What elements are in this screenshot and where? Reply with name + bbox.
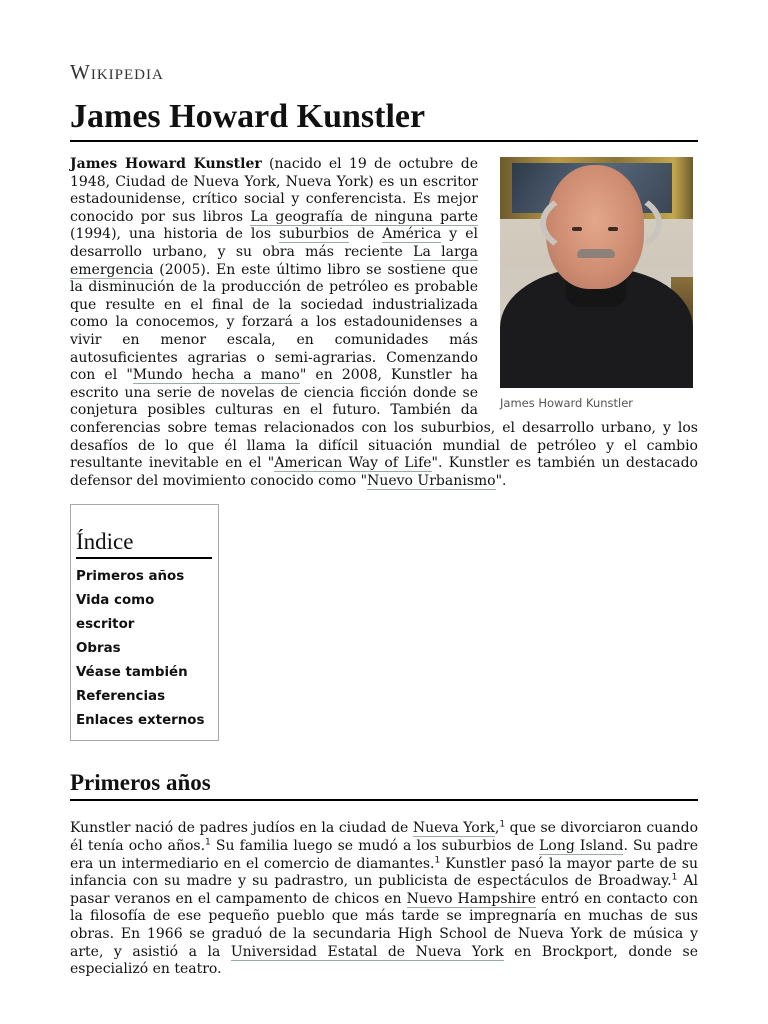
link-suburbios[interactable]: suburbios [279, 226, 349, 243]
intro-section [70, 156, 698, 490]
article [70, 60, 698, 979]
reference-marker[interactable]: 1 [434, 854, 441, 865]
toc-item-enlaces-externos[interactable]: Enlaces externos [76, 713, 205, 729]
link-universidad-estatal[interactable]: Universidad Estatal de Nueva York [230, 943, 504, 960]
toc-title: Índice [76, 529, 212, 559]
reference-marker[interactable]: 1 [499, 819, 506, 830]
link-america[interactable]: América [382, 226, 442, 243]
photo-caption: James Howard Kunstler [500, 396, 634, 410]
toc-item-vida-como-escritor[interactable]: Vida como escritor [76, 593, 155, 633]
link-la-larga-emergencia[interactable]: La larga emergencia [70, 243, 478, 278]
intro-paragraph: James Howard Kunstler (nacido el 19 de octubre de 1948, Ciudad de Nueva York, Nueva York) es un escritor estadounidense, crítico social y conferencista. Es mejor conocido por sus libros La geografía de ninguna parte (1994), una historia de los suburbios de América y el desarrollo urbano, y su obra más reciente La larga emergencia (2005). En este último libro se sostiene que la disminución de la producción de petróleo es probable que resulte en el final de la sociedad industrializada como la conocemos, y forzará a los estadounidenses a vivir en menor escala, en comunidades más autosuficientes agrarias o semi-agrarias. Comenzando con el "Mundo hecha a mano" en 2008, Kunstler ha escrito una serie de novelas de ciencia ficción donde se conjetura posibles culturas en el futuro. También da conferencias sobre temas relacionados con los suburbios, el desarrollo urbano, y los desafíos de lo que él llama la difícil situación mundial de petróleo y el cambio resultante inevitable en el "American Way of Life". Kunstler es también un destacado defensor del movimiento conocido como "Nuevo Urbanismo". [70, 156, 698, 489]
link-la-geografia[interactable]: La geografía de ninguna parte [250, 208, 478, 225]
link-mundo-hecha-a-mano[interactable]: Mundo hecha a mano [132, 367, 300, 384]
toc-item-referencias[interactable]: Referencias [76, 689, 166, 705]
subject-name: James Howard Kunstler [70, 156, 262, 172]
link-nuevo-urbanismo[interactable]: Nuevo Urbanismo [367, 472, 496, 489]
toc-item-obras[interactable]: Obras [76, 641, 121, 657]
link-nueva-york[interactable]: Nueva York [412, 820, 495, 837]
section-paragraph: Kunstler nació de padres judíos en la ciudad de Nueva York,$^1$ que se divorciaron cuando él tenía ocho años.$^1$ Su familia luego se mudó a los suburbios de Long Island. Su padre era un intermediario en el comercio de diamantes.$^1$ Kunstler pasó la mayor parte de su infancia con su madre y su padrastro, un publicista de espectáculos de Broadway.$^1$ Al pasar veranos en el campamento de chicos en Nuevo Hampshire entró en contacto con la filosofía de ese pequeño pueblo que más tarde se impregnaría en muchas de sus obras. En 1966 se graduó de la secundaria High School de Nueva York de música y arte, y asistió a la Universidad Estatal de Nueva York en Brockport, donde se especializó en teatro. [70, 819, 699, 978]
wikipedia-logo[interactable]: Wikipedia [70, 60, 164, 84]
toc-item-primeros-anos[interactable]: Primeros años [76, 569, 185, 585]
table-of-contents [70, 504, 219, 741]
reference-marker[interactable]: 1 [205, 837, 211, 848]
section-heading-primeros-anos: Primeros años [70, 769, 698, 801]
link-american-way-of-life[interactable]: American Way of Life [274, 455, 432, 472]
reference-marker[interactable]: 1 [671, 872, 678, 883]
toc-item-vease-tambien[interactable]: Véase también [76, 665, 188, 681]
portrait-photo[interactable] [500, 157, 693, 388]
infobox [500, 156, 698, 410]
page-title: James Howard Kunstler [70, 96, 698, 142]
link-nuevo-hampshire[interactable]: Nuevo Hampshire [406, 890, 536, 907]
link-long-island[interactable]: Long Island [539, 837, 624, 854]
